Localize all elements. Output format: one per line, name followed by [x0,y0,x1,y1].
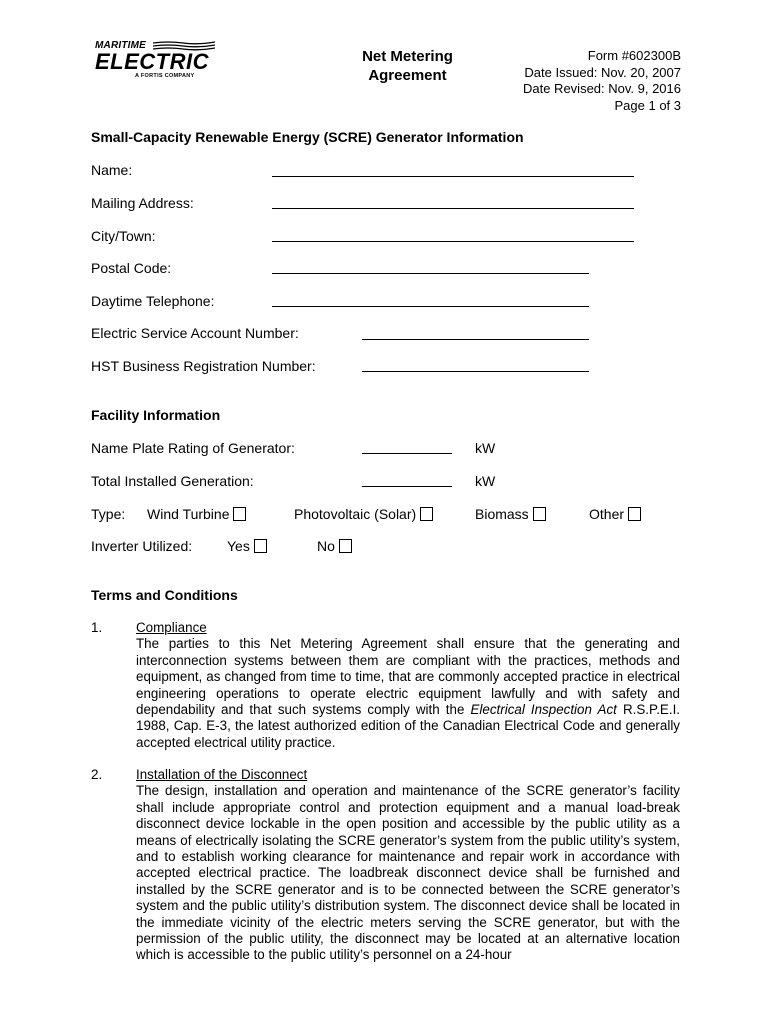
wind-turbine-checkbox[interactable] [233,507,246,521]
postal-code-field[interactable] [272,273,589,274]
title-line-2: Agreement [368,67,447,84]
term-2-title: Installation of the Disconnect [136,767,308,782]
type-other-label: Other [589,506,625,522]
hst-number-label: HST Business Registration Number: [91,358,316,374]
term-1-number: 1. [91,620,103,635]
type-wind-option[interactable] [147,506,246,522]
inverter-yes-checkbox[interactable] [254,539,267,553]
name-plate-rating-field[interactable] [362,453,452,454]
term-2-paragraph [136,767,680,964]
biomass-checkbox[interactable] [533,507,546,521]
type-biomass-label: Biomass [475,506,529,522]
terms-heading: Terms and Conditions [91,587,238,603]
account-number-field[interactable] [362,339,589,340]
term-1-text-after: R.S.P.E.I. 1988, Cap. E-3, the latest authorized edition of the Canadian Electrical Code and generally accepted electrical utility practice. [136,702,681,750]
inverter-no-option[interactable] [317,538,352,554]
total-installed-label: Total Installed Generation: [91,473,254,489]
account-number-label: Electric Service Account Number: [91,325,299,341]
inverter-yes-option[interactable] [227,538,267,554]
term-1-title: Compliance [136,620,207,635]
term-1-paragraph [136,620,680,751]
form-info [523,48,681,114]
term-2-text: The design, installation and operation and maintenance of the SCRE generator’s facility shall include appropriate control and protection equipment and a manual load-break disconnect device lockable in the open position and accessible by the public utility as a means of electrically isolating the SCRE generator’s system from the public utility’s system, and to establish working clearance for maintenance and repair work in accordance with accepted electrical practice. The loadbreak disconnect device shall be furnished and installed by the SCRE generator and is to be connected between the SCRE generator’s system and the public utility’s distribution system. The disconnect device shall be located in the immediate vicinity of the electric meters serving the SCRE generator, but with the permission of the public utility, the disconnect may be located at an alternative location which is accessible to the public utility’s personnel on a 24-hour [136,783,680,963]
form-number: Form #602300B [587,48,681,63]
type-solar-option[interactable] [294,506,433,522]
inverter-yes-label: Yes [227,538,250,554]
photovoltaic-checkbox[interactable] [420,507,433,521]
name-field[interactable] [272,176,634,177]
facility-section-heading: Facility Information [91,407,221,423]
mailing-address-field[interactable] [272,208,634,209]
daytime-telephone-field[interactable] [272,306,589,307]
other-checkbox[interactable] [628,507,641,521]
type-other-option[interactable] [589,506,641,522]
type-solar-label: Photovoltaic (Solar) [294,506,417,522]
logo-main-text: ELECTRIC [95,49,209,74]
daytime-telephone-label: Daytime Telephone: [91,293,215,309]
city-town-label: City/Town: [91,228,156,244]
term-1-text-italic: Electrical Inspection Act [470,702,617,718]
logo-sub-text: A FORTIS COMPANY [135,73,195,79]
page-number: Page 1 of 3 [614,97,681,113]
type-label: Type: [91,506,126,522]
generator-section-heading: Small-Capacity Renewable Energy (SCRE) Generator Information [91,129,524,145]
date-issued: Date Issued: Nov. 20, 2007 [524,64,681,80]
date-revised: Date Revised: Nov. 9, 2016 [522,81,681,96]
title-line-1: Net Metering [362,48,453,65]
type-biomass-option[interactable] [475,506,546,522]
maritime-electric-logo [95,40,220,85]
inverter-no-checkbox[interactable] [339,539,352,553]
name-label: Name: [91,162,133,178]
postal-code-label: Postal Code: [91,260,172,276]
mailing-address-label: Mailing Address: [91,195,194,211]
inverter-no-label: No [317,538,335,554]
inverter-label: Inverter Utilized: [91,538,193,554]
name-plate-rating-label: Name Plate Rating of Generator: [91,440,295,456]
name-plate-rating-unit: kW [475,440,496,456]
hst-number-field[interactable] [362,371,589,372]
document-title [340,47,475,85]
type-wind-label: Wind Turbine [147,506,230,522]
city-town-field[interactable] [272,241,634,242]
term-1-text-before: The parties to this Net Metering Agreement shall ensure that the generating and interconnection systems between them are compliant with the practices, methods and equipment, as changed from time to time, that are commonly accepted practice in electrical engineering operations to operate electric equipment lawfully and with safety and dependability and that such systems comply with the [136,636,680,718]
logo-top-text: MARITIME [95,40,147,51]
term-2-number: 2. [91,767,103,782]
total-installed-field[interactable] [362,486,452,487]
total-installed-unit: kW [475,473,496,489]
